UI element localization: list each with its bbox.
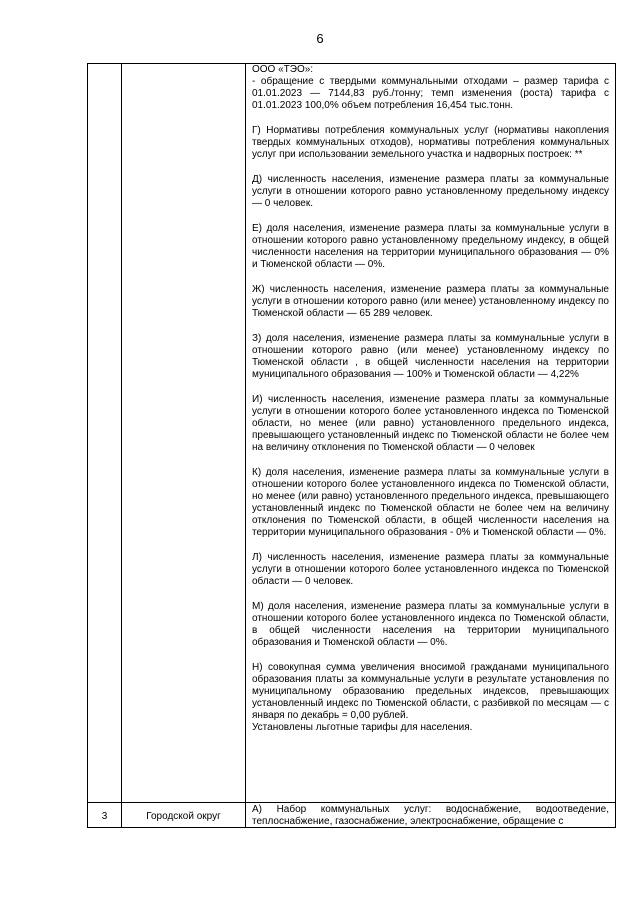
- page-number: 6: [316, 31, 324, 46]
- data-table: [87, 63, 616, 828]
- paragraph: И) численность населения, изменение размера платы за коммунальные услуги в отношении которого более установленного индекса по Тюменской области, но менее (или равно) установленного предельного индекса, превышающего установленный индекс по Тюменской области не более чем на величину отклонения по Тюменской области — 0 человек: [252, 394, 609, 453]
- text-line: - обращение с твердыми коммунальными отходами – размер тарифа с 01.01.2023 — 7144,83 руб./тонну; темп изменения (роста) тарифа с 01.01.2023 100,0% объем потребления 16,454 тыс.тонн.: [252, 76, 609, 111]
- paragraph: Е) доля населения, изменение размера платы за коммунальные услуги в отношении которого равно установленному предельному индексу, в общей численности населения на территории муниципального образования — 0% и Тюменской области — 0%.: [252, 223, 609, 270]
- paragraph: Л) численность населения, изменение размера платы за коммунальные услуги в отношении которого более установленного индекса по Тюменской области — 0 человек.: [252, 552, 609, 587]
- row-number: 3: [101, 811, 108, 822]
- paragraph: А) Набор коммунальных услуг: водоснабжение, водоотведение, теплоснабжение, газоснабжение, электроснабжение, обращение с: [252, 804, 609, 827]
- closing-note: Установлены льготные тарифы для населения.: [252, 722, 473, 733]
- municipality-name: Городской округ: [146, 811, 221, 822]
- paragraph: Д) численность населения, изменение размера платы за коммунальные услуги в отношении которого равно установленному предельному индексу — 0 человек.: [252, 174, 609, 209]
- text-line: ООО «ТЭО»:: [252, 64, 314, 75]
- paragraph: З) доля населения, изменение размера платы за коммунальные услуги в отношении которого равно (или менее) установленному индексу по Тюменской области , в общей численности населения на территории муниципального образования — 100% и Тюменской области — 4,22%: [252, 333, 609, 380]
- column-divider: [245, 803, 246, 827]
- column-divider: [245, 64, 246, 802]
- paragraph: Ж) численность населения, изменение размера платы за коммунальные услуги в отношении которого равно (или менее) установленному индексу по Тюменской области — 65 289 человек.: [252, 284, 609, 319]
- table-row: [87, 63, 616, 803]
- paragraph: Н) совокупная сумма увеличения вносимой гражданами муниципального образования платы за коммунальные услуги в результате установления по муниципальному образованию предельных индексов, превышающих установленный индекс по Тюменской области, с разбивкой по месяцам — с января по декабрь = 0,00 рублей.: [252, 662, 609, 721]
- paragraph: Г) Нормативы потребления коммунальных услуг (нормативы накопления твердых коммунальных отходов), нормативы потребления коммунальных услуг при использовании земельного участка и надворных построек: **: [252, 125, 609, 160]
- paragraph: К) доля населения, изменение размера платы за коммунальные услуги в отношении которого более установленного индекса по Тюменской области, но менее (или равно) установленного предельного индекса, превышающего установленный индекс по Тюменской области не более чем на величину отклонения по Тюменской области, в общей численности населения на территории муниципального образования - 0% и Тюменской области — 0%.: [252, 467, 609, 538]
- table-row: [87, 803, 616, 828]
- description-cell: [252, 804, 609, 828]
- paragraph: М) доля населения, изменение размера платы за коммунальные услуги в отношении которого более установленного индекса по Тюменской области, в общей численности населения на территории муниципального образования и Тюменской области — 0%.: [252, 601, 609, 648]
- description-cell: [252, 64, 609, 734]
- column-divider: [121, 64, 122, 802]
